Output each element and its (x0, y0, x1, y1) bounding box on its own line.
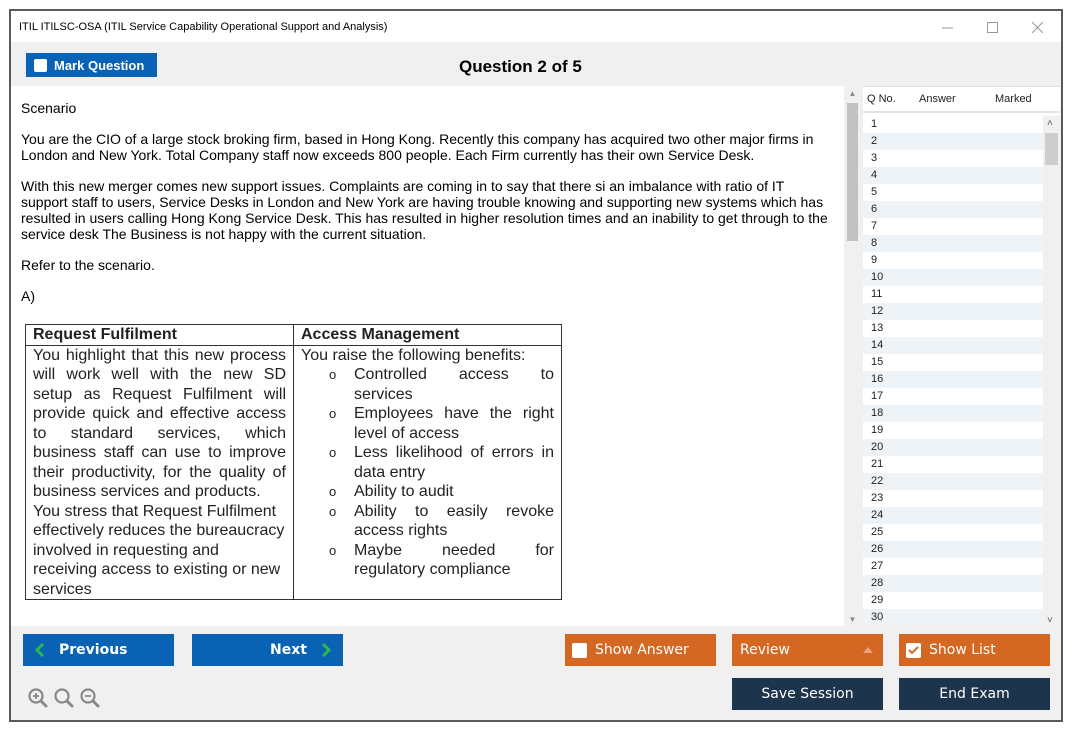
zoom-in-icon[interactable] (27, 687, 49, 714)
benefit-item: o Employees have the right level of access (329, 404, 554, 443)
request-fulfilment-text: You highlight that this new process will work well with the new SD setup as Request Fulfilment will provide quick and effective access to standard services, which business staff can use to improve their productivity, for the quality of business services and products. (33, 346, 286, 500)
checkmark-icon (908, 646, 919, 655)
show-answer-checkbox[interactable] (572, 643, 587, 658)
save-session-label: Save Session (761, 686, 854, 702)
zoom-controls (27, 687, 101, 714)
benefit-item: o Controlled access to services (329, 365, 554, 404)
save-session-button[interactable] (732, 678, 883, 710)
question-list-row[interactable]: 20 (863, 439, 1043, 456)
previous-label: Previous (59, 642, 128, 658)
question-list-row[interactable]: 21 (871, 458, 884, 470)
header-qno[interactable]: Q No. (867, 93, 896, 105)
close-button[interactable] (1014, 15, 1060, 39)
question-list-scrollbar[interactable] (1043, 116, 1060, 626)
scenario-label: Scenario (21, 100, 77, 116)
end-exam-label: End Exam (939, 686, 1010, 702)
previous-button[interactable] (23, 634, 174, 666)
mark-question-checkbox[interactable] (34, 59, 47, 72)
access-management-intro: You raise the following benefits: (301, 346, 526, 364)
question-list-row[interactable]: 28 (863, 575, 1043, 592)
benefit-item: o Less likelihood of errors in data entry (329, 443, 554, 482)
close-icon (1032, 22, 1043, 33)
question-list-row[interactable]: 14 (863, 337, 1043, 354)
scroll-down-icon[interactable]: ▼ (848, 615, 857, 624)
question-list-row[interactable]: 9 (871, 254, 878, 266)
header-answer[interactable]: Answer (919, 93, 956, 105)
minimize-button[interactable] (924, 15, 970, 39)
caret-up-icon (863, 647, 873, 653)
option-label: A) (21, 288, 35, 304)
title-bar (11, 11, 1061, 42)
question-list-row[interactable]: 19 (871, 424, 884, 436)
list-scroll-thumb[interactable] (1045, 133, 1058, 165)
question-list-row[interactable]: 17 (871, 390, 884, 402)
chevron-right-icon (321, 643, 331, 657)
benefits-list (329, 365, 554, 580)
table-header-access-management: Access Management (294, 325, 562, 346)
question-list-row[interactable]: 16 (863, 371, 1043, 388)
end-exam-button[interactable] (899, 678, 1050, 710)
question-list-row[interactable]: 24 (863, 507, 1043, 524)
question-list-row[interactable]: 13 (871, 322, 884, 334)
request-fulfilment-cell (26, 345, 294, 600)
table-header-request-fulfilment: Request Fulfilment (26, 325, 294, 346)
review-dropdown[interactable] (732, 634, 883, 666)
show-answer-button[interactable] (565, 634, 716, 666)
question-list-row[interactable]: 23 (871, 492, 884, 504)
question-counter: Question 2 of 5 (459, 57, 582, 76)
next-button[interactable] (192, 634, 343, 666)
question-list-row[interactable]: 27 (871, 560, 884, 572)
review-label: Review (740, 642, 790, 658)
chevron-left-icon (35, 643, 45, 657)
zoom-reset-icon[interactable] (53, 687, 75, 714)
show-list-button[interactable] (899, 634, 1050, 666)
question-list-row[interactable]: 22 (863, 473, 1043, 490)
question-list-row[interactable]: 15 (871, 356, 884, 368)
request-fulfilment-text-2: You stress that Request Fulfilment effectively reduces the bureaucracy involved in requesting and receiving access to existing or new services (33, 502, 285, 598)
question-list-row[interactable]: 25 (871, 526, 884, 538)
window-title: ITIL ITILSC-OSA (ITIL Service Capability Operational Support and Analysis) (19, 21, 388, 33)
question-list-row[interactable]: 18 (863, 405, 1043, 422)
question-list-row[interactable]: 2 (863, 133, 1043, 150)
content-scrollbar[interactable] (844, 86, 861, 626)
scroll-up-icon[interactable]: ▲ (848, 89, 857, 98)
header-marked[interactable]: Marked (995, 93, 1032, 105)
scenario-paragraph-1: You are the CIO of a large stock broking firm, based in Hong Kong. Recently this company has acquired two other major firms in London and New York. Total Company staff now exceeds 800 people. Each Firm currently has their own Service Desk. (21, 131, 814, 163)
zoom-out-icon[interactable] (79, 687, 101, 714)
question-list-row[interactable]: 11 (871, 288, 883, 300)
minimize-icon (942, 22, 953, 33)
scenario-paragraph-2: With this new merger comes new support issues. Complaints are coming in to say that there si an imbalance with ratio of IT support staff to users, Service Desks in London and New York are having trouble knowing and supporting new systems which has resulted in users calling Hong Kong Service Desk. This has resulted in higher resolution times and an inability to get through to the service desk The Business is not happy with the current situation. (21, 178, 828, 242)
question-list-row[interactable]: 8 (863, 235, 1043, 252)
scenario-instruction: Refer to the scenario. (21, 257, 155, 273)
next-label: Next (270, 642, 307, 658)
question-list-panel (863, 86, 1060, 626)
question-list-row[interactable]: 29 (871, 594, 884, 606)
content-scroll-thumb[interactable] (847, 103, 858, 241)
question-list-header (863, 86, 1060, 113)
question-list-row[interactable]: 4 (863, 167, 1043, 184)
access-management-cell (294, 345, 562, 600)
show-answer-label: Show Answer (595, 642, 689, 658)
question-list-row[interactable]: 7 (871, 220, 878, 232)
question-list-row[interactable]: 6 (863, 201, 1043, 218)
question-list-row[interactable]: 1 (871, 118, 878, 130)
maximize-icon (987, 22, 998, 33)
maximize-button[interactable] (969, 15, 1015, 39)
benefit-item: o Ability to audit (329, 482, 554, 502)
question-list-row[interactable]: 30 (863, 609, 1043, 626)
question-content (11, 86, 844, 626)
option-a-table (25, 324, 562, 600)
show-list-label: Show List (929, 642, 996, 658)
question-list-row[interactable]: 12 (863, 303, 1043, 320)
exam-window (9, 9, 1063, 722)
question-list-row[interactable]: 10 (863, 269, 1043, 286)
list-scroll-up-icon[interactable]: ˄ (1047, 118, 1053, 129)
list-scroll-down-icon[interactable]: ˅ (1047, 615, 1053, 626)
question-list-row[interactable]: 26 (863, 541, 1043, 558)
mark-question-button[interactable] (26, 53, 157, 77)
question-list-row[interactable]: 5 (871, 186, 878, 198)
benefit-item: o Maybe needed for regulatory compliance (329, 541, 554, 580)
question-list-rows (863, 116, 1043, 626)
question-list-row[interactable]: 3 (871, 152, 878, 164)
show-list-checkbox[interactable] (906, 643, 921, 658)
benefit-item: o Ability to easily revoke access rights (329, 502, 554, 541)
mark-question-label: Mark Question (54, 57, 145, 73)
